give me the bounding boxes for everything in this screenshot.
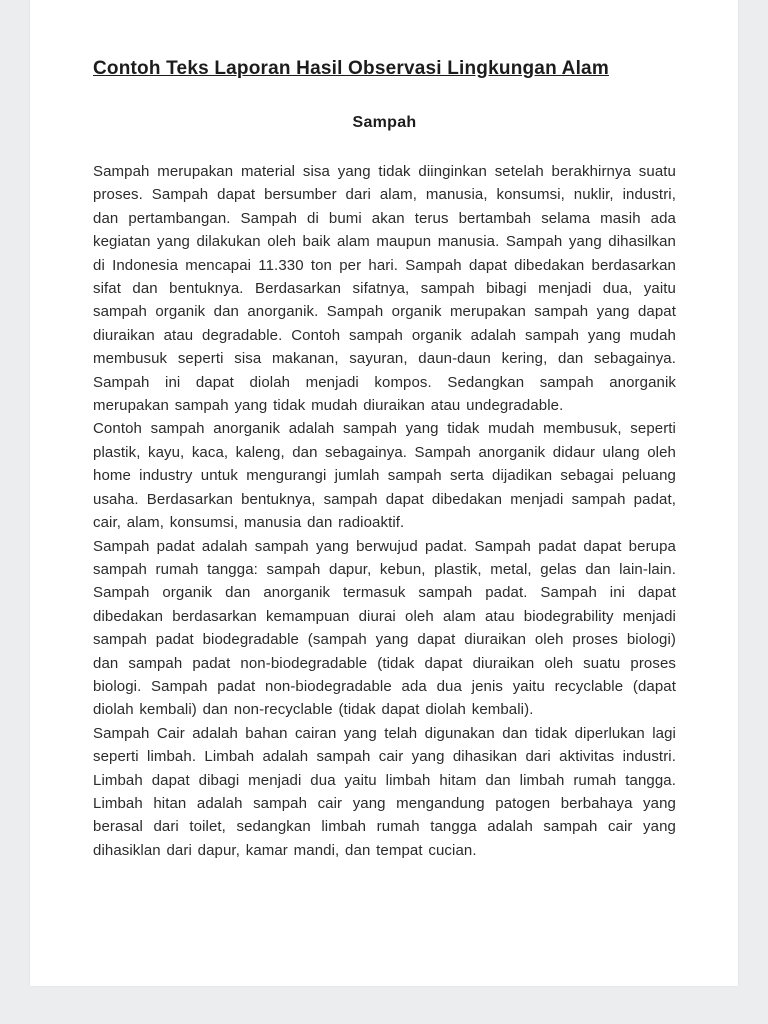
paragraph-2: Contoh sampah anorganik adalah sampah yang tidak mudah membusuk, seperti plastik, kayu, kaca, kaleng, dan sebagainya. Sampah anorganik didaur ulang oleh home industry untuk mengurangi jumlah sampah serta dijadikan sebagai peluang usaha. Berdasarkan bentuknya, sampah dapat dibedakan menjadi sampah padat, cair, alam, konsumsi, manusia dan radioaktif. <box>93 420 676 532</box>
document-page <box>30 0 738 986</box>
paragraph-1: Sampah merupakan material sisa yang tidak diinginkan setelah berakhirnya suatu proses. Sampah dapat bersumber dari alam, manusia, konsumsi, nuklir, industri, dan pertambangan. Sampah di bumi akan terus bertambah selama masih ada kegiatan yang dilakukan oleh baik alam maupun manusia. Sampah yang dihasilkan di Indonesia mencapai 11.330 ton per hari. Sampah dapat dibedakan berdasarkan sifat dan bentuknya. Berdasarkan sifatnya, sampah bibagi menjadi dua, yaitu sampah organik dan anorganik. Sampah organik merupakan sampah yang dapat diuraikan atau degradable. Contoh sampah organik adalah sampah yang mudah membusuk seperti sisa makanan, sayuran, daun-daun kering, dan sebagainya. Sampah ini dapat diolah menjadi kompos. Sedangkan sampah anorganik merupakan sampah yang tidak mudah diuraikan atau undegradable. <box>93 163 676 415</box>
document-body <box>93 160 676 862</box>
document-subtitle: Sampah <box>352 114 417 131</box>
paragraph-3: Sampah padat adalah sampah yang berwujud padat. Sampah padat dapat berupa sampah rumah tangga: sampah dapur, kebun, plastik, metal, gelas dan lain-lain. Sampah organik dan anorganik termasuk sampah padat. Sampah ini dapat dibedakan berdasarkan kemampuan diurai oleh alam atau biodegrability menjadi sampah padat biodegradable (sampah yang dapat diuraikan oleh proses biologi) dan sampah padat non-biodegradable (tidak dapat diuraikan oleh suatu proses biologi. Sampah padat non-biodegradable ada dua jenis yaitu recyclable (dapat diolah kembali) dan non-recyclable (tidak dapat diolah kembali). <box>93 537 676 719</box>
document-title: Contoh Teks Laporan Hasil Observasi Lingkungan Alam <box>93 58 609 79</box>
paragraph-4: Sampah Cair adalah bahan cairan yang telah digunakan dan tidak diperlukan lagi seperti limbah. Limbah adalah sampah cair yang dihasikan dari aktivitas industri. Limbah dapat dibagi menjadi dua yaitu limbah hitam dan limbah rumah tangga. Limbah hitan adalah sampah cair yang mengandung patogen berbahaya yang berasal dari toilet, sedangkan limbah rumah tangga adalah sampah cair yang dihasiklan dari dapur, kamar mandi, dan tempat cucian. <box>93 724 676 859</box>
